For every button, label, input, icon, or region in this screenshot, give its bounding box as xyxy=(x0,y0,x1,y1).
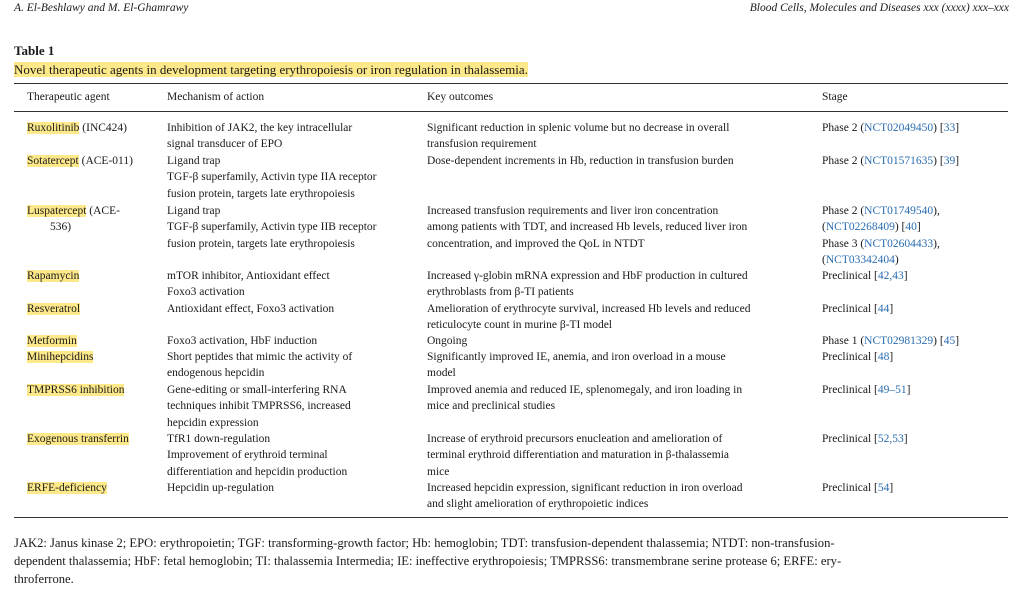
stage-text: ), xyxy=(933,237,940,250)
mechanism-line: mTOR inhibitor, Antioxidant effect xyxy=(167,270,330,282)
mechanism-cell xyxy=(167,480,274,496)
mechanism-line: differentiation and hepcidin production xyxy=(167,465,348,478)
outcomes-line: mice xyxy=(427,465,450,478)
mechanism-line: endogenous hepcidin xyxy=(167,367,265,380)
reference-link[interactable]: 52,53 xyxy=(877,433,904,445)
stage-cell xyxy=(822,301,893,317)
agent-name: TMPRSS6 inhibition xyxy=(27,384,125,396)
stage-text: Phase 1 ( xyxy=(822,335,865,347)
mechanism-cell xyxy=(167,153,377,202)
reference-link[interactable]: 33 xyxy=(943,122,956,134)
stage-text: ] xyxy=(955,122,960,134)
agent-line xyxy=(27,120,127,136)
stage-text: ] xyxy=(955,335,960,347)
outcomes-line: Ongoing xyxy=(427,335,468,347)
agent-cell xyxy=(27,301,80,317)
stage-line xyxy=(822,431,908,447)
outcomes-cell xyxy=(427,333,467,349)
mechanism-line: Short peptides that mimic the activity of xyxy=(167,351,353,363)
mechanism-line: TfR1 down-regulation xyxy=(167,433,271,445)
stage-cell xyxy=(822,431,908,447)
agent-code: (INC424) xyxy=(79,122,127,134)
agent-line xyxy=(27,153,133,169)
mechanism-line: TGF-β superfamily, Activin type IIA receptor xyxy=(167,171,377,184)
stage-text: Phase 2 ( xyxy=(822,155,865,167)
agent-name: Exogenous transferrin xyxy=(27,433,129,445)
stage-text: Preclinical [ xyxy=(822,270,878,282)
running-head-journal: Blood Cells, Molecules and Diseases xxx (xxxx) xxx–xxx xyxy=(749,2,1009,14)
stage-text: ), xyxy=(933,205,940,217)
outcomes-cell xyxy=(427,480,743,513)
agent-name: Ruxolitinib xyxy=(27,122,80,134)
outcomes-cell xyxy=(427,203,747,252)
stage-cell xyxy=(822,333,959,349)
mechanism-cell xyxy=(167,349,352,382)
agent-name: Minihepcidins xyxy=(27,351,94,363)
mechanism-line: Improvement of erythroid terminal xyxy=(167,449,328,462)
mechanism-cell xyxy=(167,301,334,317)
mechanism-line: Hepcidin up-regulation xyxy=(167,482,274,494)
mechanism-line: Foxo3 activation, HbF induction xyxy=(167,335,318,347)
agent-line xyxy=(27,382,124,398)
agent-code: (ACE-011) xyxy=(78,155,133,167)
agent-name: Rapamycin xyxy=(27,270,80,282)
agent-code: (ACE- xyxy=(86,205,120,217)
stage-text: ] xyxy=(955,155,960,167)
stage-text: ) xyxy=(894,254,899,267)
mechanism-line: Inhibition of JAK2, the key intracellular xyxy=(167,122,353,134)
stage-line xyxy=(822,349,893,365)
mechanism-cell xyxy=(167,382,351,431)
outcomes-line: reticulocyte count in murine β-TI model xyxy=(427,319,612,332)
stage-line xyxy=(822,120,959,136)
outcomes-line: Increased transfusion requirements and liver iron concentration xyxy=(427,205,719,217)
stage-text: ( xyxy=(822,254,826,267)
reference-link[interactable]: 42,43 xyxy=(877,270,904,282)
mechanism-line: Antioxidant effect, Foxo3 activation xyxy=(167,303,335,315)
mechanism-line: techniques inhibit TMPRSS6, increased xyxy=(167,400,351,413)
mechanism-cell xyxy=(167,431,347,480)
agent-name: Sotatercept xyxy=(27,155,79,167)
stage-line xyxy=(822,153,959,169)
table-top-rule xyxy=(14,83,1008,84)
table-footnote xyxy=(14,534,1010,588)
stage-line xyxy=(822,203,940,219)
outcomes-line: model xyxy=(427,367,456,380)
stage-text: ] xyxy=(889,351,894,363)
agent-line xyxy=(27,268,79,284)
table-header-rule xyxy=(14,111,1008,112)
trial-link[interactable]: NCT01571635 xyxy=(864,155,934,167)
stage-text: ) [ xyxy=(894,221,906,234)
footnote-line: dependent thalassemia; HbF: fetal hemoglobin; TI: thalassemia Intermedia; IE: ineffective erythropoiesis; TMPRSS6: transmembrane serine protease 6; ERFE: ery- xyxy=(14,554,842,568)
mechanism-line: hepcidin expression xyxy=(167,416,259,429)
outcomes-line: concentration, and improved the QoL in NTDT xyxy=(427,237,645,250)
reference-link[interactable]: 45 xyxy=(943,335,956,347)
stage-text: Preclinical [ xyxy=(822,433,878,445)
agent-name: Luspatercept xyxy=(27,205,87,217)
trial-link[interactable]: NCT02981329 xyxy=(864,335,934,347)
reference-link[interactable]: 39 xyxy=(943,155,956,167)
running-head-authors: A. El-Beshlawy and M. El-Ghamrawy xyxy=(14,2,189,14)
stage-text: ( xyxy=(822,221,826,234)
stage-cell xyxy=(822,203,940,269)
trial-link[interactable]: NCT02049450 xyxy=(864,122,934,134)
outcomes-line: Significant reduction in splenic volume but no decrease in overall xyxy=(427,122,730,134)
reference-link[interactable]: 54 xyxy=(877,482,890,494)
mechanism-cell xyxy=(167,268,330,301)
table-bottom-rule xyxy=(14,517,1008,518)
outcomes-cell xyxy=(427,349,726,382)
stage-line xyxy=(822,480,893,496)
agent-cell xyxy=(27,431,129,447)
outcomes-cell xyxy=(427,301,750,334)
stage-line xyxy=(822,236,940,252)
agent-line xyxy=(27,349,93,365)
footnote-line: throferrone. xyxy=(14,572,74,586)
agent-cell xyxy=(27,203,120,236)
table-caption xyxy=(14,62,528,78)
header-therapeutic-agent: Therapeutic agent xyxy=(27,91,110,103)
agent-line xyxy=(27,480,107,496)
agent-line xyxy=(27,301,80,317)
outcomes-cell xyxy=(427,382,742,415)
header-key-outcomes: Key outcomes xyxy=(427,91,494,103)
outcomes-line: Dose-dependent increments in Hb, reduction in transfusion burden xyxy=(427,155,734,167)
outcomes-line: mice and preclinical studies xyxy=(427,400,556,413)
outcomes-line: Improved anemia and reduced IE, splenomegaly, and iron loading in xyxy=(427,384,743,396)
stage-text: Preclinical [ xyxy=(822,384,878,396)
agent-cell xyxy=(27,480,107,496)
agent-cell xyxy=(27,120,127,136)
stage-text: Phase 2 ( xyxy=(822,205,865,217)
outcomes-line: Increased γ-globin mRNA expression and HbF production in cultured xyxy=(427,270,748,282)
stage-line xyxy=(822,333,959,349)
agent-line xyxy=(27,431,129,447)
stage-text: ) [ xyxy=(933,155,944,167)
stage-text: Preclinical [ xyxy=(822,351,878,363)
mechanism-line: TGF-β superfamily, Activin type IIB receptor xyxy=(167,221,377,234)
stage-text: ] xyxy=(916,221,921,234)
footnote-line: JAK2: Janus kinase 2; EPO: erythropoietin; TGF: transforming-growth factor; Hb: hemoglobin; TDT: transfusion-dependent thalassemia; NTDT: non-transfusion- xyxy=(14,536,835,550)
reference-link[interactable]: 40 xyxy=(905,221,917,234)
mechanism-line: Ligand trap xyxy=(167,155,221,167)
stage-line xyxy=(822,219,940,235)
outcomes-line: terminal erythroid differentiation and maturation in β-thalassemia xyxy=(427,449,729,462)
stage-cell xyxy=(822,349,893,365)
mechanism-line: fusion protein, targets late erythropoiesis xyxy=(167,237,355,250)
agent-name: Metformin xyxy=(27,335,77,347)
stage-text: ] xyxy=(889,482,894,494)
stage-line xyxy=(822,268,908,284)
agent-line xyxy=(27,203,120,219)
trial-link[interactable]: NCT02604433 xyxy=(864,237,934,250)
outcomes-line: transfusion requirement xyxy=(427,138,537,151)
outcomes-line: Increased hepcidin expression, significant reduction in iron overload xyxy=(427,482,743,494)
stage-text: ] xyxy=(903,270,908,282)
outcomes-cell xyxy=(427,268,748,301)
outcomes-line: Increase of erythroid precursors enucleation and amelioration of xyxy=(427,433,723,445)
mechanism-line: signal transducer of EPO xyxy=(167,138,283,151)
agent-line xyxy=(27,333,77,349)
outcomes-line: erythroblasts from β-TI patients xyxy=(427,286,574,299)
mechanism-line: Foxo3 activation xyxy=(167,286,245,299)
reference-link[interactable]: 49–51 xyxy=(877,384,907,396)
header-mechanism: Mechanism of action xyxy=(167,91,265,103)
trial-link[interactable]: NCT02268409 xyxy=(825,221,895,234)
stage-cell xyxy=(822,480,893,496)
outcomes-line: and slight amelioration of erythropoietic indices xyxy=(427,498,649,511)
stage-line xyxy=(822,252,940,268)
mechanism-line: fusion protein, targets late erythropoiesis xyxy=(167,187,355,200)
stage-text: ) [ xyxy=(933,335,944,347)
trial-link[interactable]: NCT03342404 xyxy=(825,254,895,267)
mechanism-line: Gene-editing or small-interfering RNA xyxy=(167,384,347,396)
stage-text: ) [ xyxy=(933,122,944,134)
agent-cell xyxy=(27,333,77,349)
table-label: Table 1 xyxy=(14,43,55,58)
stage-text: Phase 3 ( xyxy=(822,237,865,250)
reference-link[interactable]: 48 xyxy=(877,351,890,363)
header-stage: Stage xyxy=(822,91,848,103)
agent-cell xyxy=(27,382,124,398)
outcomes-cell xyxy=(427,431,729,480)
agent-cell xyxy=(27,153,133,169)
stage-text: ] xyxy=(889,303,894,315)
outcomes-line: Amelioration of erythrocyte survival, increased Hb levels and reduced xyxy=(427,303,751,315)
outcomes-cell xyxy=(427,153,734,169)
stage-line xyxy=(822,301,893,317)
stage-text: ] xyxy=(903,433,908,445)
stage-text: Preclinical [ xyxy=(822,482,878,494)
agent-cell xyxy=(27,268,79,284)
stage-cell xyxy=(822,153,959,169)
mechanism-cell xyxy=(167,333,317,349)
mechanism-cell xyxy=(167,203,377,252)
table-caption-text: Novel therapeutic agents in development targeting erythropoiesis or iron regulation in thalassemia. xyxy=(14,62,528,77)
running-head xyxy=(14,2,1009,20)
stage-text: Phase 2 ( xyxy=(822,122,865,134)
trial-link[interactable]: NCT01749540 xyxy=(864,205,934,217)
outcomes-line: Significantly improved IE, anemia, and iron overload in a mouse xyxy=(427,351,726,363)
reference-link[interactable]: 44 xyxy=(877,303,890,315)
outcomes-line: among patients with TDT, and increased Hb levels, reduced liver iron xyxy=(427,221,748,234)
agent-name: ERFE-deficiency xyxy=(27,482,107,494)
stage-line xyxy=(822,382,910,398)
stage-text: ] xyxy=(906,384,911,396)
agent-cell xyxy=(27,349,93,365)
agent-name: Resveratrol xyxy=(27,303,81,315)
stage-text: Preclinical [ xyxy=(822,303,878,315)
stage-cell xyxy=(822,120,959,136)
mechanism-line: Ligand trap xyxy=(167,205,221,217)
mechanism-cell xyxy=(167,120,352,153)
stage-cell xyxy=(822,382,910,398)
outcomes-cell xyxy=(427,120,729,153)
agent-line: 536) xyxy=(50,221,72,234)
stage-cell xyxy=(822,268,908,284)
